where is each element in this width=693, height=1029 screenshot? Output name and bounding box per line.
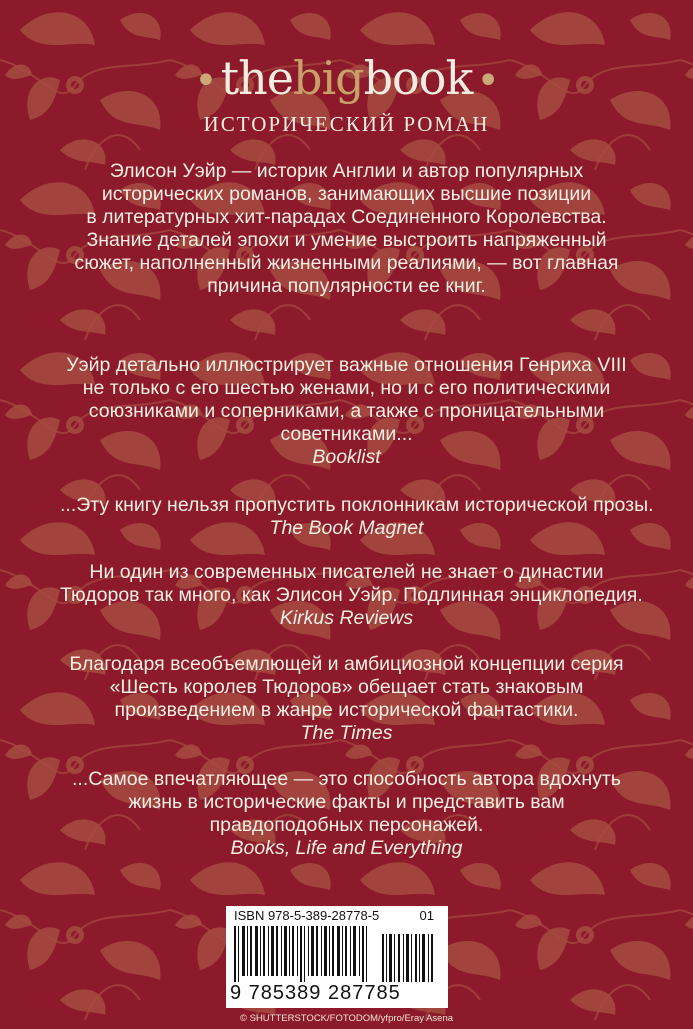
- quote-booklist: [60, 354, 633, 469]
- intro-line: Элисон Уэйр — историк Англии и автор популярных: [109, 160, 584, 182]
- intro-line: Знание деталей эпохи и умение выстроить напряженный: [86, 229, 607, 251]
- quote-line: ...Эту книгу нельзя пропустить поклонникам исторической прозы.: [60, 494, 654, 516]
- ean-number: 9 785389 287785: [230, 982, 401, 1004]
- quote-source: Books, Life and Everything: [230, 837, 463, 859]
- quote-line: Ни один из современных писателей не знает о династии: [89, 561, 604, 583]
- intro-line: сюжет, наполненный жизненными реалиями, — вот главная: [74, 252, 619, 274]
- quote-kirkus: [60, 561, 643, 630]
- quote-line: Благодаря всеобъемлющей и амбициозной концепции серия: [69, 653, 624, 675]
- quote-source: Booklist: [312, 446, 381, 468]
- logo-book: book: [363, 51, 473, 105]
- series-subtitle: ИСТОРИЧЕСКИЙ РОМАН: [203, 112, 490, 136]
- logo-big: big: [293, 51, 364, 105]
- quote-line: не только с его шестью женами, но и с его политическими: [82, 377, 611, 399]
- author-intro: [60, 160, 633, 298]
- quote-line: «Шесть королев Тюдоров» обещает стать знаковым: [109, 676, 584, 698]
- quote-line: союзниками и соперниками, а также с проницательными: [88, 400, 605, 422]
- intro-line: причина популярности ее книг.: [207, 275, 486, 297]
- barcode-icon: [232, 926, 442, 982]
- quote-line: произведением в жанре исторической фантастики.: [114, 699, 579, 721]
- photo-credit: © SHUTTERSTOCK/FOTODOM/yfpro/Eray Asena: [239, 1013, 454, 1024]
- quote-source: The Times: [300, 722, 393, 744]
- quote-the-times: [60, 653, 633, 745]
- quote-line: правдоподобных персонажей.: [209, 814, 484, 836]
- thebigbook-logo: [0, 48, 693, 111]
- isbn-addon: 01: [419, 908, 434, 923]
- quote-line: ...Самое впечатляющее — это способность автора вдохнуть: [72, 768, 621, 790]
- quote-line: Уэйр детально иллюстрирует важные отношения Генриха VIII: [66, 354, 627, 376]
- logo-dot-right-icon: •: [476, 58, 499, 104]
- quote-line: жизнь в исторические факты и представить вам: [128, 791, 565, 813]
- intro-line: в литературных хит-парадах Соединенного Королевства.: [86, 206, 607, 228]
- logo-dot-left-icon: •: [194, 58, 217, 104]
- intro-line: исторических романов, занимающих высшие позиции: [101, 183, 592, 205]
- barcode-block: [226, 906, 448, 1008]
- quote-source: The Book Magnet: [269, 517, 424, 539]
- quote-book-magnet: [60, 494, 654, 540]
- logo-the: the: [220, 51, 293, 105]
- quote-source: Kirkus Reviews: [279, 607, 414, 629]
- quote-books-life: [60, 768, 633, 860]
- quote-line: советниками...: [280, 423, 413, 445]
- isbn-label: ISBN 978-5-389-28778-5: [234, 908, 380, 923]
- quote-line: Тюдоров так много, как Элисон Уэйр. Подлинная энциклопедия.: [60, 584, 643, 606]
